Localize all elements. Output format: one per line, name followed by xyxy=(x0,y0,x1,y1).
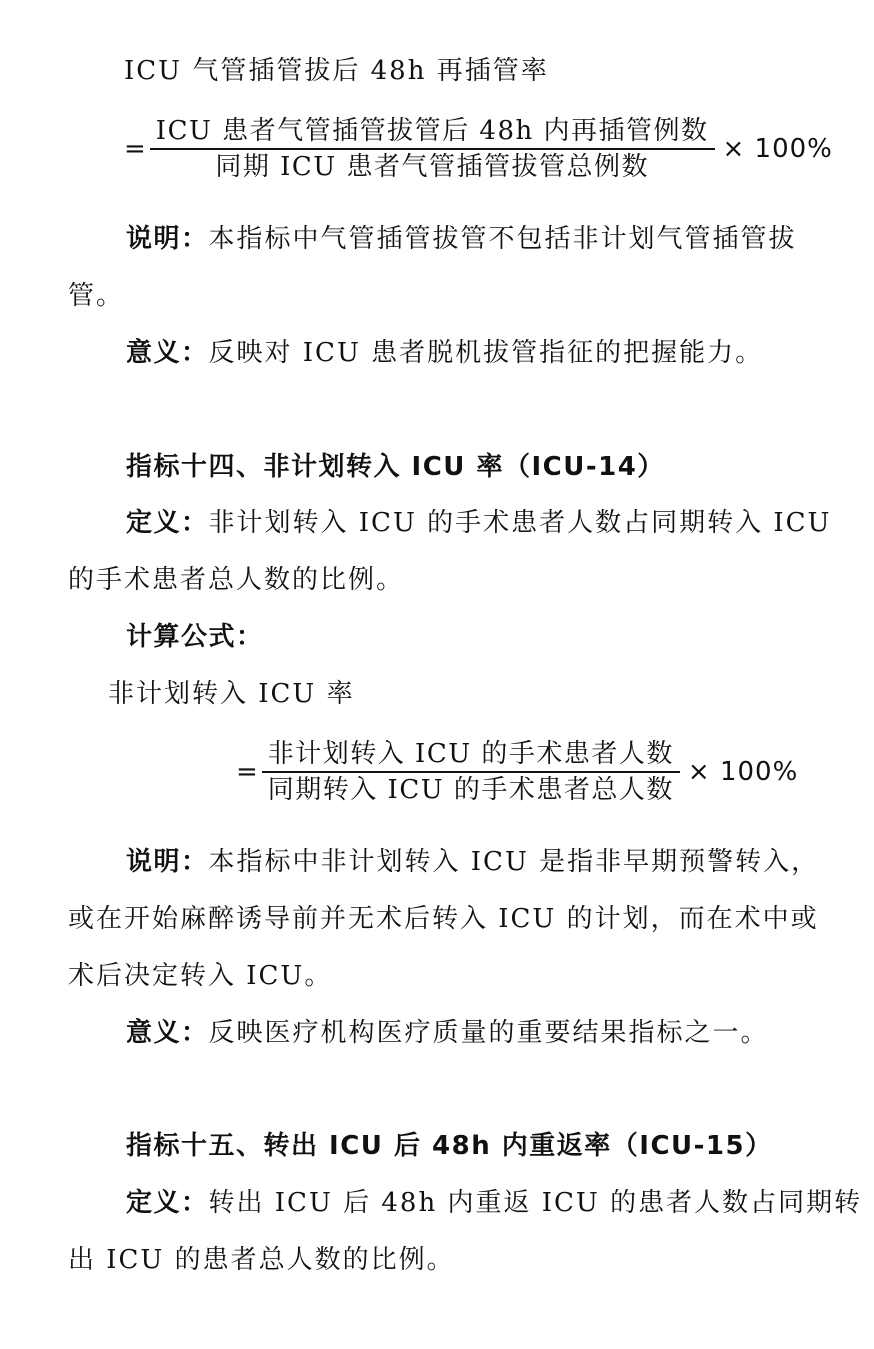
indicator14-numerator: 非计划转入 ICU 的手术患者人数 xyxy=(262,737,680,773)
meaning1-text: 反映对 ICU 患者脱机拔管指征的把握能力。 xyxy=(208,338,764,368)
indicator14-definition-text1: 非计划转入 ICU 的手术患者人数占同期转入 ICU xyxy=(208,508,832,538)
formula1-multiplier: × 100% xyxy=(722,134,833,164)
indicator14-denominator: 同期转入 ICU 的手术患者总人数 xyxy=(267,775,674,805)
explain1-line1 xyxy=(126,224,797,254)
meaning1-label: 意义： xyxy=(126,338,209,368)
indicator15-definition-label: 定义： xyxy=(126,1188,209,1218)
explain1-label: 说明： xyxy=(126,224,209,254)
indicator15-heading: 指标十五、转出 ICU 后 48h 内重返率（ICU-15） xyxy=(126,1131,773,1161)
indicator14-explain-line3: 术后决定转入 ICU。 xyxy=(68,961,333,991)
indicator14-explain-text1: 本指标中非计划转入 ICU 是指非早期预警转入， xyxy=(208,847,820,877)
indicator14-formula-label: 非计划转入 ICU 率 xyxy=(108,679,355,709)
indicator14-meaning-label: 意义： xyxy=(126,1018,209,1048)
indicator14-meaning-text: 反映医疗机构医疗质量的重要结果指标之一。 xyxy=(208,1018,769,1048)
meaning1 xyxy=(126,338,763,368)
indicator14-heading: 指标十四、非计划转入 ICU 率（ICU-14） xyxy=(126,452,665,482)
indicator14-explain-label: 说明： xyxy=(126,847,209,877)
indicator14-definition-line2: 的手术患者总人数的比例。 xyxy=(68,565,405,595)
explain1-line2: 管。 xyxy=(68,281,125,311)
indicator14-fraction xyxy=(262,737,680,807)
formula1-fraction-row xyxy=(124,114,833,184)
indicator15-definition-line2: 出 ICU 的患者总人数的比例。 xyxy=(68,1245,455,1275)
formula1-label: ICU 气管插管拔后 48h 再插管率 xyxy=(124,56,549,86)
indicator14-meaning xyxy=(126,1018,769,1048)
equals-sign: = xyxy=(236,757,258,787)
indicator15-definition-text1: 转出 ICU 后 48h 内重返 ICU 的患者人数占同期转 xyxy=(208,1188,863,1218)
indicator14-definition-label: 定义： xyxy=(126,508,209,538)
formula1-denominator: 同期 ICU 患者气管插管拔管总例数 xyxy=(215,152,649,182)
indicator14-explain-line1 xyxy=(126,847,819,877)
indicator15-definition-line1 xyxy=(126,1188,862,1218)
indicator14-multiplier: × 100% xyxy=(687,757,799,787)
equals-sign: = xyxy=(124,134,146,164)
explain1-text1: 本指标中气管插管拔管不包括非计划气管插管拔 xyxy=(208,224,797,254)
indicator14-formula-heading: 计算公式： xyxy=(126,622,264,652)
indicator14-explain-line2: 或在开始麻醉诱导前并无术后转入 ICU 的计划，而在术中或 xyxy=(68,904,819,934)
formula1-fraction xyxy=(150,114,715,184)
indicator14-definition-line1 xyxy=(126,508,831,538)
indicator14-fraction-row xyxy=(236,737,798,807)
formula1-numerator: ICU 患者气管插管拔管后 48h 内再插管例数 xyxy=(150,114,715,150)
